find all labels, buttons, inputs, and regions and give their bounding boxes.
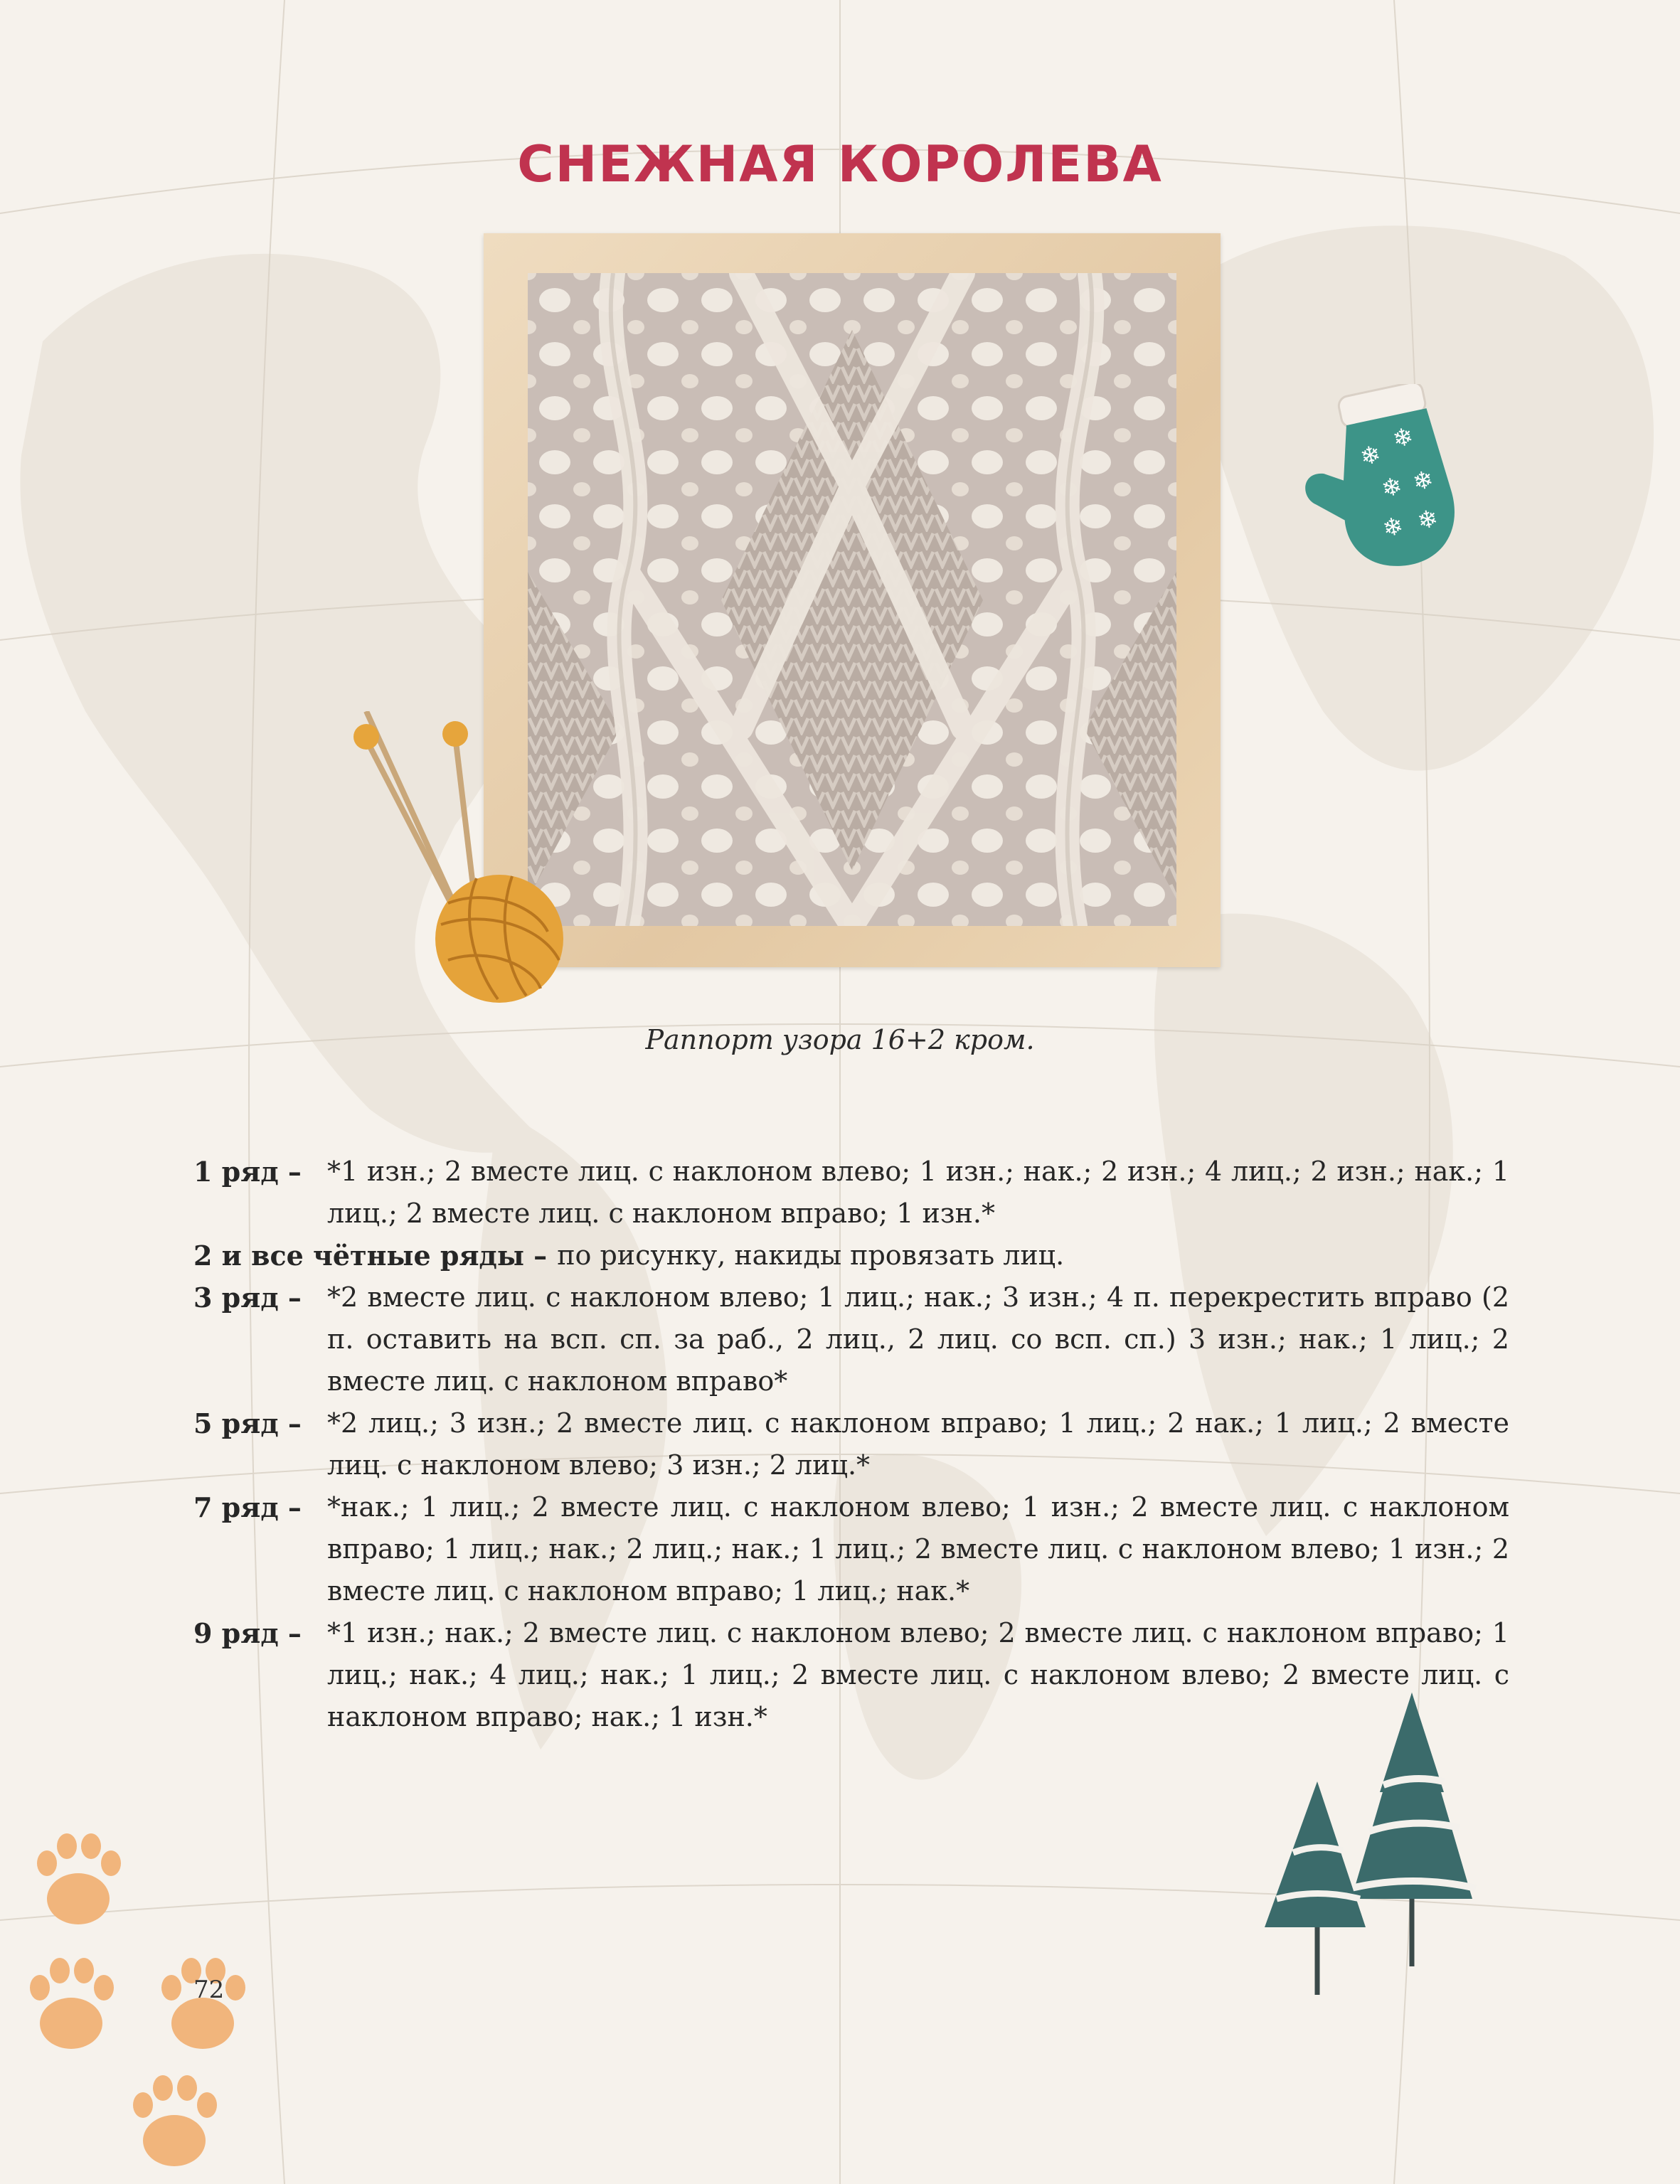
row-label: 3 ряд – bbox=[193, 1282, 302, 1314]
paw-print-icon bbox=[0, 1792, 285, 2184]
instructions bbox=[193, 1151, 1509, 1738]
row-text: *2 вместе лиц. с наклоном влево; 1 лиц.; нак.; 3 изн.; 4 п. перекрестить вправо (2 п. оставить на всп. сп. за раб., 2 лиц., 2 лиц. со всп. сп.) 3 изн.; нак.; 1 лиц.; 2 вместе лиц. с наклоном вправо* bbox=[327, 1282, 1509, 1397]
row-label: 9 ряд – bbox=[193, 1617, 302, 1649]
page-number: 72 bbox=[193, 1976, 225, 2004]
knit-photo-frame bbox=[484, 233, 1221, 967]
svg-text:❄: ❄ bbox=[1380, 511, 1406, 544]
page-title: СНЕЖНАЯ КОРОЛЕВА bbox=[517, 135, 1163, 193]
knit-pattern-photo bbox=[528, 273, 1176, 926]
svg-text:❄: ❄ bbox=[1378, 472, 1405, 504]
row-label: 7 ряд – bbox=[193, 1491, 302, 1523]
mitten-icon bbox=[1294, 384, 1465, 576]
row-text: *1 изн.; 2 вместе лиц. с наклоном влево; 1 изн.; нак.; 2 изн.; 4 лиц.; 2 изн.; нак.; 1 лиц.; 2 вместе лиц. с наклоном вправо; 1 изн.* bbox=[327, 1156, 1509, 1229]
row-2-even bbox=[193, 1235, 1509, 1277]
fir-tree-icon bbox=[1252, 1685, 1508, 2005]
row-5 bbox=[193, 1402, 1509, 1486]
svg-text:❄: ❄ bbox=[1410, 464, 1436, 497]
row-label: 2 и все чётные ряды – bbox=[193, 1240, 548, 1272]
row-7 bbox=[193, 1486, 1509, 1612]
pattern-caption: Раппорт узора 16+2 кром. bbox=[645, 1024, 1035, 1055]
yarn-ball-icon bbox=[334, 711, 576, 1024]
row-label: 5 ряд – bbox=[193, 1407, 302, 1439]
row-text: *1 изн.; нак.; 2 вместе лиц. с наклоном влево; 2 вместе лиц. с наклоном вправо; 1 лиц.; нак.; 4 лиц.; нак.; 1 лиц.; 2 вместе лиц. с наклоном влево; 2 вместе лиц. с наклоном вправо; нак.; 1 изн.* bbox=[327, 1617, 1509, 1732]
svg-text:❄: ❄ bbox=[1357, 440, 1383, 472]
row-3 bbox=[193, 1277, 1509, 1402]
svg-text:❄: ❄ bbox=[1415, 504, 1441, 536]
row-label: 1 ряд – bbox=[193, 1156, 302, 1188]
row-1 bbox=[193, 1151, 1509, 1235]
row-text: *2 лиц.; 3 изн.; 2 вместе лиц. с наклоном вправо; 1 лиц.; 2 нак.; 1 лиц.; 2 вместе лиц. с наклоном влево; 3 изн.; 2 лиц.* bbox=[327, 1407, 1509, 1481]
svg-text:❄: ❄ bbox=[1390, 422, 1416, 454]
row-text: *нак.; 1 лиц.; 2 вместе лиц. с наклоном влево; 1 изн.; 2 вместе лиц. с наклоном вправо; 1 лиц.; нак.; 2 лиц.; нак.; 1 лиц.; 2 вместе лиц. с наклоном влево; 1 изн.; 2 вместе лиц. с наклоном вправо; 1 лиц.; нак.* bbox=[327, 1491, 1509, 1607]
row-text: по рисунку, накиды провязать лиц. bbox=[557, 1240, 1065, 1271]
